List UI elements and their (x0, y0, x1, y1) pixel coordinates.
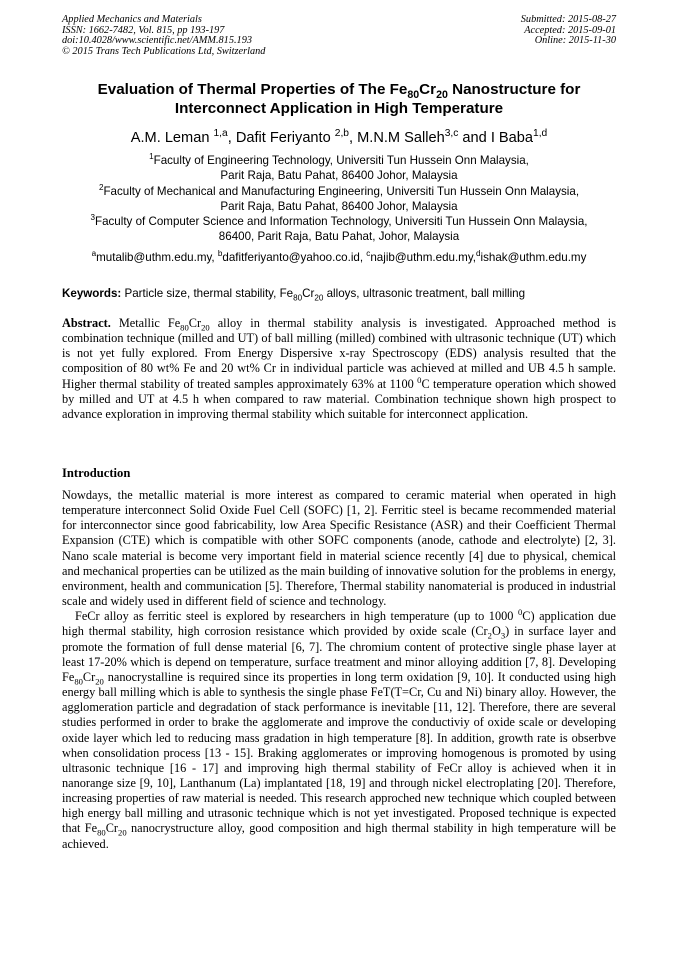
keywords-label: Keywords: (62, 287, 122, 300)
issn: ISSN: 1662-7482, Vol. 815, pp 193-197 (62, 24, 225, 36)
email-list: $^a$mutalib@uthm.edu.my, $^b$dafitferiyanto@yahoo.co.id, $^c$najib@uthm.edu.my,$^d$ishak@uthm.edu.my (91, 249, 587, 264)
abstract-label: Abstract. (62, 316, 111, 330)
paragraph: Nowdays, the metallic material is more interest as compared to ceramic material when operated in high temperature interconnect Solid Oxide Fuel Cell (SOFC) [1, 2]. Ferritic steel is became recommended material for interconnector since good fabricability, low Area Specific Resistance (ASR) and their Coefficient Thermal Expansion (CTE) which is compatible with other SOFC components (anode, cathode and electrolyte) [2, 3]. Nano scale material is become very important field in material science recently [4] due to physical, chemical and mechanical properties can be utilized as the main building of innovative solution for the problems in energy, environment, health and communication [5]. Therefore, Thermal stability nanomaterial is produced in industrial scale and widely used in different field of science and technology. (62, 488, 616, 609)
affiliations (20, 153, 658, 245)
submitted-date: Submitted: 2015-08-27 (520, 14, 616, 25)
email-link[interactable]: mutalib@uthm.edu.my, (96, 251, 218, 264)
journal-header (62, 15, 265, 57)
author: I Baba$^{1,d}$ (490, 128, 548, 146)
keywords: Keywords: Particle size, thermal stability, $Fe_{80}Cr_{20}$ alloys, ultrasonic treatment, ball milling (62, 287, 526, 303)
accepted-date: Accepted: 2015-09-01 (524, 24, 616, 36)
paragraph: FeCr alloy as ferritic steel is explored by researchers in high temperature (up to 1000 $^0$C) application due high thermal stability, high corrosion resistance which provided by oxide scale $(Cr_2O_3)$ in surface layer and promote the formation of full dense material [6, 7]. The chromium content of protective single phase layer at least 17-20% which is depend on temperature, surface treatment and minor alloying addition [7, 8]. Developing $Fe_{80}Cr_{20}$ nanocrystalline is required since its properties in long term oxidation [9, 10]. It conducted using high energy ball milling which is able to synthesis the single phase FeT(T=Cr, Cu and Ni) binary alloy. However, the agglomeration particle and degradation of stack performance is inevitable [11, 12]. Therefore, there are several studies performed in order to brake the agglomerate and improve the conductiviy of oxide scale or developing oxide layer which led to reducing mass gradation in high temperature [8]. In addition, growth rate is obserbve when consolidation process [13 - 15]. Braking agglomerates or improving homogenous is promoted by using ultrasonic technique [16 - 17] and improving high thermal stability of FeCr alloy is achieved when it in nanorange size [9, 10], Lanthanum (La) implantated [18, 19] and through nickel electroplating [20]. Therefore, increasing properties of raw material is needed. This research approched new technique which coupled between high energy ball milling and utrasonic technique which is not yet investigated. Proposed technique is expected that $Fe_{80}Cr_{20}$ nanocrystructure alloy, good composition and high thermal stability in high temperature will be achieved. (62, 607, 617, 851)
dates-header (521, 15, 616, 47)
author-list (20, 129, 658, 147)
doi: doi:10.4028/www.scientific.net/AMM.815.193 (62, 35, 252, 47)
online-date: Online: 2015-11-30 (534, 35, 616, 47)
email-link[interactable]: dafitferiyanto@yahoo.co.id, (222, 251, 367, 264)
journal-name: Applied Mechanics and Materials (62, 14, 202, 25)
introduction-body (62, 488, 616, 852)
email-link[interactable]: najib@uthm.edu.my, (370, 251, 476, 264)
abstract: Abstract. Metallic $Fe_{80}Cr_{20}$ alloy in thermal stability analysis is investigated. Approached method is combination technique (milled and UT) of ball milling (milled) combined with ultrasonic technique (UT) which is not yet fully explored. From Energy Dispersive x-ray Spectroscopy (EDS) analysis resulted that the composition of 80 wt% Fe and 20 wt% Cr in individual particle was achieved at milled and UB 4.5 h sample. Higher thermal stability of treated samples approximately 63% at 1100 $^0$C temperature operation which showed by milled and UT at 4.5 h when compared to raw material. Combination technique shown high prospect to advance exploration in improving thermal stability which suitable for interconnect application. (62, 316, 616, 421)
email-link[interactable]: ishak@uthm.edu.my (480, 251, 587, 264)
author: Dafit Feriyanto $^{2,b}$, (235, 128, 358, 146)
paper-title: Evaluation of Thermal Properties of The $Fe_{80}Cr_{20}$ Nanostructure for Interconnect Application in High Temperature (97, 81, 581, 117)
author: A.M. Leman $^{1,a}$, (130, 128, 236, 146)
section-heading-introduction: Introduction (62, 466, 131, 480)
affiliation: $^3$Faculty of Computer Science and Information Technology, Universiti Tun Hussein Onn Malaysia, 86400, Parit Raja, Batu Pahat, Johor, Malaysia (90, 213, 588, 244)
copyright: © 2015 Trans Tech Publications Ltd, Switzerland (62, 45, 266, 57)
affiliation: $^2$Faculty of Mechanical and Manufacturing Engineering, Universiti Tun Hussein Onn Malaysia, Parit Raja, Batu Pahat, 86400 Johor, Malaysia (98, 182, 580, 213)
author: M.N.M Salleh$^{3,c}$ and (357, 128, 491, 146)
affiliation: $^1$Faculty of Engineering Technology, Universiti Tun Hussein Onn Malaysia, Parit Raja, Batu Pahat, 86400 Johor, Malaysia (149, 152, 529, 183)
